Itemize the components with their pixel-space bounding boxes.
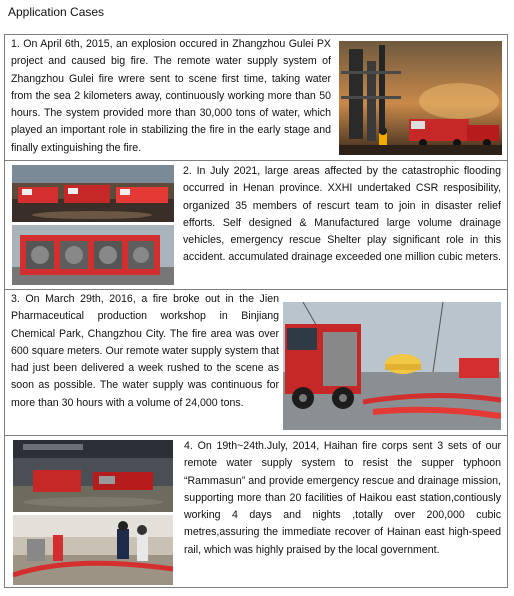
case-4-photo-rescue-workers	[13, 515, 173, 585]
case-2-text: 2. In July 2021, large areas affected by the catastrophic flooding occurred in Henan province. XXHI undertaked CSR resposibility, organized 35 members of rescurt team to join in disaster relief efforts. Self designed & Manufactured large volume drainage vehicles, emergency rescue Shelter play significant role in this accident. accumulated drainage exceeded one million cubic meters.	[183, 165, 501, 264]
case-4-photo-station-flood	[13, 440, 173, 512]
page-title: Application Cases	[8, 5, 105, 19]
case-row-3	[5, 289, 507, 435]
case-3-photo-water-supply-truck	[283, 302, 501, 430]
case-row-4	[5, 435, 507, 589]
case-2-photo-drainage-vehicles	[12, 165, 174, 222]
case-1-text: 1. On April 6th, 2015, an explosion occured in Zhangzhou Gulei PX project and caused big fire. The remote water supply system of Zhangzhou Gulei fire wrere sent to scene first time, taking water from the sea 2 kilometers away, continuously working more than 50 hours. The system provided more than 30,000 tons of water, which played an important role in stabilizing the fire in the early stage and finally extinguishing the fire.	[11, 38, 331, 154]
case-4-text: 4. On 19th~24th.July, 2014, Haihan fire corps sent 3 sets of our remote water supply system to resist the supper typhoon “Rammasun” and provide emergency rescue and drainage mission, supporting more than 20 facilities of Haikou east station,contiously working 4 days and nights ,totally over 200,000 cubic metres,assuring the immediate recover of Hainan east high-speed rail, which was highly praised by the local government.	[184, 440, 501, 556]
case-row-2	[5, 160, 507, 289]
case-3-text: 3. On March 29th, 2016, a fire broke out in the Jien Pharmaceutical production workshop in Binjiang Chemical Park, Changzhou City. The fire area was over 600 square meters. Our remote water supply system that had just been delivered a week rushed to the scene as soon as possible. The water supply was continuous for more than 30 hours with a volume of 24,000 tons.	[11, 293, 279, 409]
case-1-photo-fire-scene	[339, 41, 502, 155]
case-2-photo-rescue-shelter	[12, 225, 174, 285]
case-row-1	[5, 35, 507, 160]
cases-table	[4, 34, 508, 588]
